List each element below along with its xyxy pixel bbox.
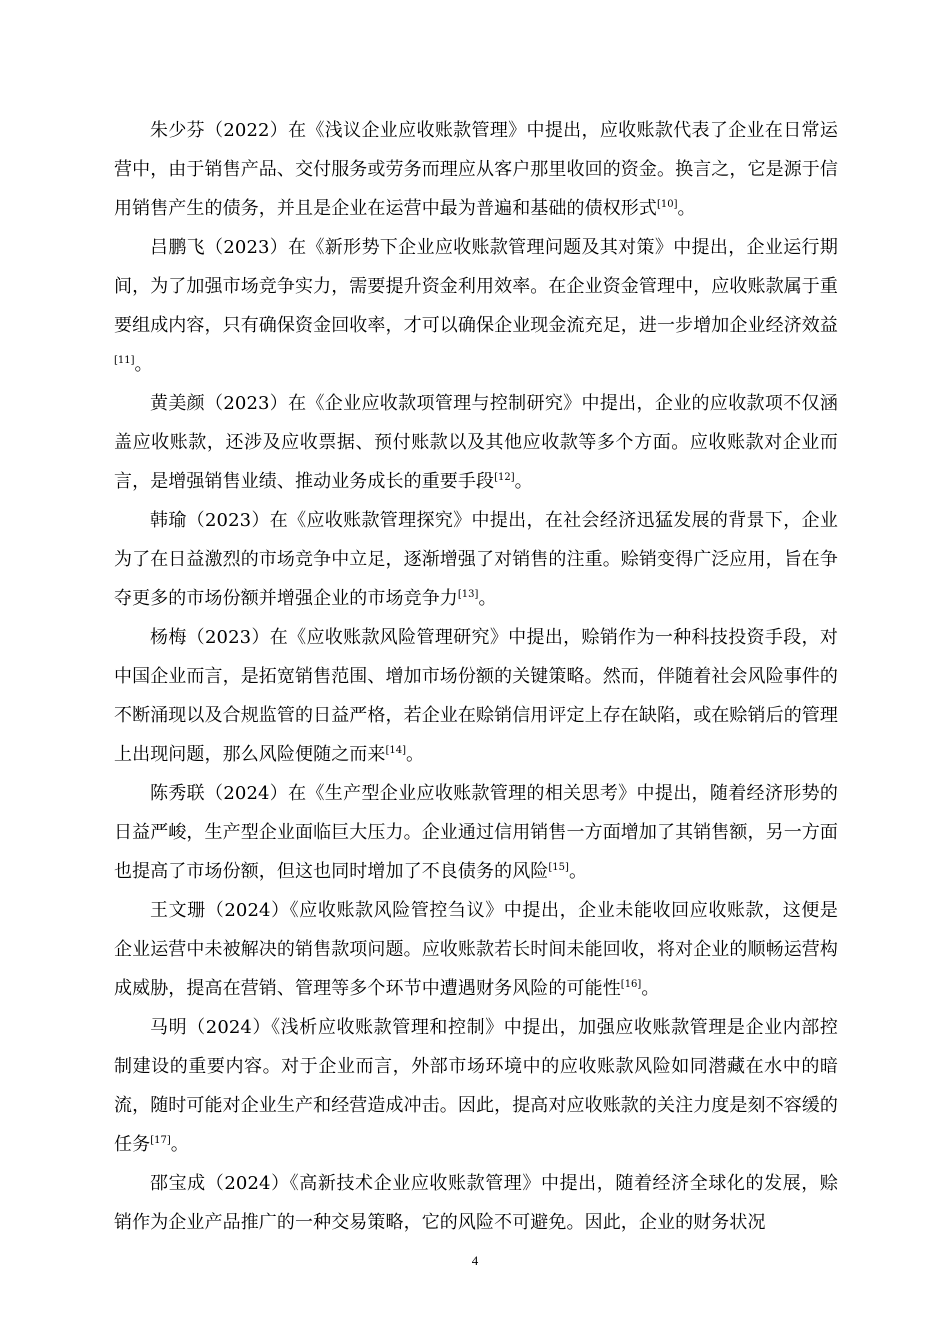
- paragraph-text: 王文珊（2024）《应收账款风险管控刍议》中提出，企业未能收回应收账款，这便是企业运营中未被解决的销售款项问题。应收账款若长时间未能回收，将对企业的顺畅运营构成威胁，提高在营销、管理等多个环节中遭遇财务风险的可能性: [114, 900, 838, 999]
- paragraph: [114, 618, 838, 774]
- citation-ref: [12]: [494, 472, 515, 483]
- paragraph: [114, 1008, 838, 1164]
- paragraph-end: 。: [514, 471, 533, 492]
- paragraph: [114, 228, 838, 384]
- paragraph-end: 。: [170, 1134, 189, 1155]
- page-number: 4: [471, 1253, 479, 1268]
- citation-ref: [11]: [114, 355, 135, 366]
- paragraph-end: 。: [134, 354, 153, 375]
- citation-ref: [15]: [548, 862, 569, 873]
- citation-ref: [14]: [385, 745, 407, 756]
- paragraph: [114, 111, 838, 228]
- paragraph-end: 。: [677, 198, 696, 219]
- body-text: [114, 111, 838, 1242]
- citation-ref: [17]: [150, 1135, 171, 1146]
- paragraph-text: 黄美颜（2023）在《企业应收款项管理与控制研究》中提出，企业的应收款项不仅涵盖应收账款，还涉及应收票据、预付账款以及其他应收款等多个方面。应收账款对企业而言，是增强销售业绩、推动业务成长的重要手段: [114, 393, 838, 492]
- citation-ref: [13]: [457, 589, 479, 600]
- citation-ref: [10]: [657, 199, 678, 210]
- citation-ref: [16]: [620, 979, 642, 990]
- paragraph: [114, 891, 838, 1008]
- paragraph-text: 陈秀联（2024）在《生产型企业应收账款管理的相关思考》中提出，随着经济形势的日益严峻，生产型企业面临巨大压力。企业通过信用销售一方面增加了其销售额，另一方面也提高了市场份额，但这也同时增加了不良债务的风险: [114, 783, 838, 882]
- paragraph-end: 。: [568, 861, 588, 882]
- paragraph-end: 。: [406, 744, 425, 765]
- paragraph: [114, 384, 838, 501]
- paragraph-text: 朱少芬（2022）在《浅议企业应收账款管理》中提出，应收账款代表了企业在日常运营中，由于销售产品、交付服务或劳务而理应从客户那里收回的资金。换言之，它是源于信用销售产生的债务，并且是企业在运营中最为普遍和基础的债权形式: [114, 120, 838, 219]
- paragraph-text: 吕鹏飞（2023）在《新形势下企业应收账款管理问题及其对策》中提出，企业运行期间，为了加强市场竞争实力，需要提升资金利用效率。在企业资金管理中，应收账款属于重要组成内容，只有确保资金回收率，才可以确保企业现金流充足，进一步增加企业经济效益: [114, 237, 838, 336]
- paragraph: [114, 1164, 838, 1242]
- paragraph-text: 马明（2024）《浅析应收账款管理和控制》中提出，加强应收账款管理是企业内部控制建设的重要内容。对于企业而言，外部市场环境中的应收账款风险如同潜藏在水中的暗流，随时可能对企业生产和经营造成冲击。因此，提高对应收账款的关注力度是刻不容缓的任务: [114, 1017, 838, 1155]
- paragraph: [114, 774, 838, 891]
- paragraph-text: 韩瑜（2023）在《应收账款管理探究》中提出，在社会经济迅猛发展的背景下，企业为了在日益激烈的市场竞争中立足，逐渐增强了对销售的注重。赊销变得广泛应用，旨在争夺更多的市场份额并增强企业的市场竞争力: [114, 510, 838, 609]
- paragraph-text: 杨梅（2023）在《应收账款风险管理研究》中提出，赊销作为一种科技投资手段，对中国企业而言，是拓宽销售范围、增加市场份额的关键策略。然而，伴随着社会风险事件的不断涌现以及合规监管的日益严格，若企业在赊销信用评定上存在缺陷，或在赊销后的管理上出现问题，那么风险便随之而来: [114, 627, 838, 765]
- paragraph-end: 。: [478, 588, 497, 609]
- paragraph: [114, 501, 838, 618]
- paragraph-text: 邵宝成（2024）《高新技术企业应收账款管理》中提出，随着经济全球化的发展，赊销作为企业产品推广的一种交易策略，它的风险不可避免。因此，企业的财务状况: [114, 1173, 838, 1233]
- paragraph-end: 。: [641, 978, 660, 999]
